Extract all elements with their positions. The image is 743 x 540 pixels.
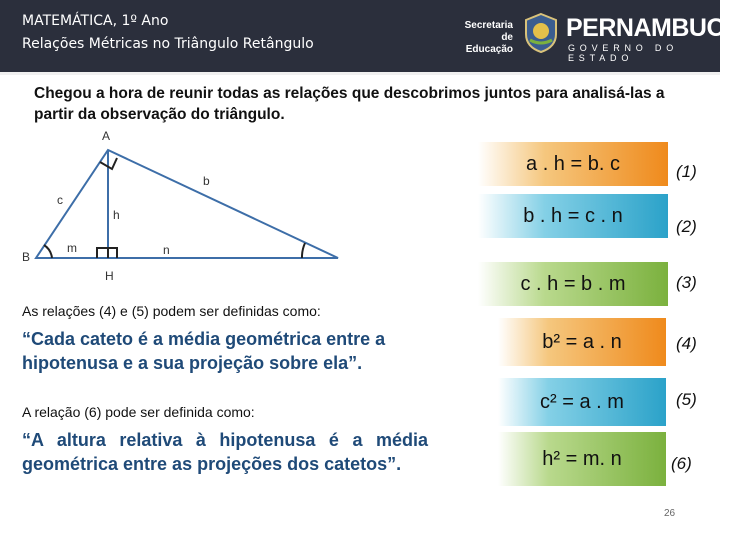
- intro-text: Chegou a hora de reunir todas as relações que descobrimos juntos para analisá-las a partir da observação do triângulo.: [34, 85, 665, 123]
- relations-4-5-label: As relações (4) e (5) podem ser definidas como:: [22, 303, 321, 319]
- formula-5-number: (5): [676, 390, 697, 409]
- angle-mark-B: [44, 245, 52, 258]
- vertex-label-A: A: [102, 129, 111, 143]
- formula-6-box: h² = m. n: [498, 432, 666, 486]
- state-seal-icon: [522, 12, 560, 54]
- side-label-h: h: [113, 208, 120, 222]
- side-label-b: b: [203, 174, 210, 188]
- vertex-label-B: B: [22, 250, 31, 264]
- formula-2-box: b . h = c . n: [478, 194, 668, 238]
- relations-4-5-quote: “Cada cateto é a média geométrica entre a hipotenusa e a sua projeção sobre ela”.: [22, 329, 386, 373]
- formula-4-box: b² = a . n: [498, 318, 666, 366]
- right-triangle-diagram: [0, 125, 360, 290]
- formula-6-number: (6): [671, 454, 692, 473]
- subject-title: MATEMÁTICA, 1º Ano: [22, 13, 169, 29]
- formula-5-box: c² = a . m: [498, 378, 666, 426]
- relation-6-quote: “A altura relativa à hipotenusa é a média geométrica entre as projeções dos catetos”.: [22, 430, 428, 474]
- vertex-label-H: H: [105, 269, 114, 283]
- formula-3-number: (3): [676, 273, 697, 292]
- formula-2-number: (2): [676, 217, 697, 236]
- relation-6-label: A relação (6) pode ser definida como:: [22, 404, 255, 420]
- formula-1-box: a . h = b. c: [478, 142, 668, 186]
- formula-1-number: (1): [676, 162, 697, 181]
- formula-3-box: c . h = b . m: [478, 262, 668, 306]
- segment-label-m: m: [67, 241, 77, 255]
- secretaria-label: Secretaria de Educação: [464, 20, 513, 55]
- page-number: 26: [664, 508, 676, 519]
- segment-label-n: n: [163, 243, 170, 257]
- side-label-c: c: [57, 193, 63, 207]
- government-label: GOVERNO DO ESTADO: [568, 43, 679, 63]
- topic-title: Relações Métricas no Triângulo Retângulo: [22, 36, 314, 52]
- formula-4-number: (4): [676, 334, 697, 353]
- header-bar: [0, 0, 743, 75]
- triangle-outline: [36, 150, 338, 258]
- angle-mark-C: [302, 243, 305, 258]
- state-logo-text: PERNAMBUCO: [566, 14, 743, 42]
